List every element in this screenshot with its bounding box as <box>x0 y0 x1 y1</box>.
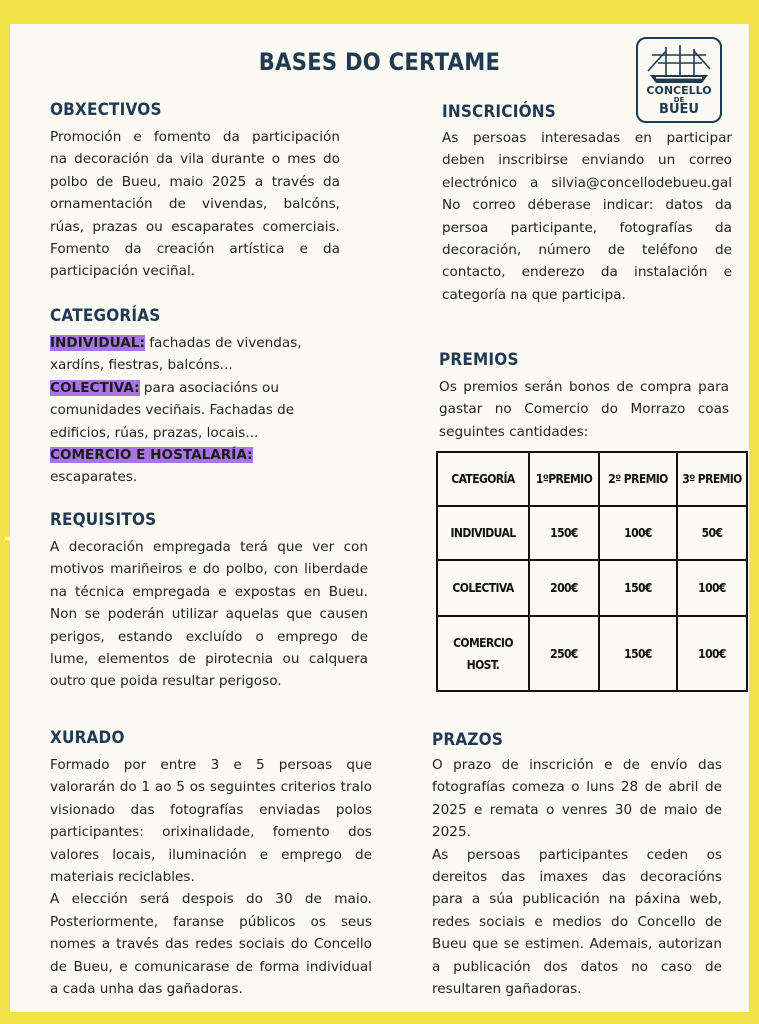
text-line: Fomento da creación artística e da <box>50 241 340 258</box>
logo-text-bueu: BUEU <box>659 102 699 117</box>
text-line: outro que poida resultar perigoso. <box>50 673 282 690</box>
text-line: A elección será despois do 30 de maio. <box>50 891 372 908</box>
edge-mark <box>5 537 11 540</box>
text-line: Bueu que se estimen. Ademais, autorizan <box>432 936 722 953</box>
concello-bueu-logo <box>636 37 722 123</box>
text-line: participantes: orixinalidade, fomento dos <box>50 824 372 841</box>
section-text-obxectivos <box>50 126 340 283</box>
text-line: edificios, rúas, prazas, locais... <box>50 424 259 441</box>
text-fragment: fachadas de vivendas, <box>144 335 302 351</box>
section-text-requisitos <box>50 536 368 693</box>
logo-text-de: DE <box>673 96 685 104</box>
text-line: visionado das fotografías enviadas polos <box>50 801 372 818</box>
table-cell: 100€ <box>677 560 747 616</box>
text-line: persoa participante, fotografías da <box>442 219 732 236</box>
table-cell: 100€ <box>677 616 747 691</box>
table-cell: INDIVIDUAL <box>437 506 529 560</box>
table-header-cell: 1ºPREMIO <box>529 452 599 506</box>
text-line: categoría na que participa. <box>442 286 626 303</box>
text-line: As persoas interesadas en participar <box>442 130 732 146</box>
text-line: As persoas participantes ceden os <box>432 846 722 863</box>
ship-icon <box>644 43 714 87</box>
table-cell: 150€ <box>599 616 677 691</box>
text-line: Os premios serán bonos de compra para <box>439 379 729 395</box>
text-line: xardíns, fiestras, balcóns... <box>50 357 233 374</box>
text-line: resultaren gañadoras. <box>432 981 582 998</box>
section-heading-categorias: CATEGORÍAS <box>50 306 161 326</box>
table-header-row <box>437 452 747 506</box>
category-label-colectiva: COLECTIVA: <box>50 379 140 396</box>
section-heading-obxectivos: OBXECTIVOS <box>50 100 162 120</box>
section-text-inscricions <box>442 127 732 306</box>
text-line: a publicación dos datos no caso de <box>432 958 722 975</box>
table-cell: 50€ <box>677 506 747 560</box>
text-line: seguintes cantidades: <box>439 423 589 440</box>
text-line: perigos, estando excluído o emprego de <box>50 628 368 645</box>
category-label-individual: INDIVIDUAL: <box>50 335 145 351</box>
text-line: ornamentación de vivendas, balcóns, <box>50 196 340 213</box>
text-line: valorarán do 1 ao 5 os seguintes criterios tralo <box>50 779 372 796</box>
text-line: escaparates. <box>50 469 138 486</box>
text-fragment: para asociacións ou <box>139 379 279 396</box>
table-cell: COLECTIVA <box>437 560 529 616</box>
table-cell: 200€ <box>529 560 599 616</box>
table-header-cell: CATEGORÍA <box>437 452 529 506</box>
text-line: comunidades veciñais. Fachadas de <box>50 402 295 419</box>
text-line: contacto, enderezo da instalación e <box>442 264 732 281</box>
text-line: para a súa publicación na páxina web, <box>432 891 722 908</box>
text-line: polbo de Bueu, maio 2025 a través da <box>50 173 340 190</box>
text-line: 2025. <box>432 824 471 841</box>
text-line: de Bueu, e comunicarase de forma individual <box>50 958 372 975</box>
text-line: deben inscribirse enviando un correo <box>442 152 732 169</box>
page-title: BASES DO CERTAME <box>258 48 501 76</box>
text-line: na técnica empregada e expostas en Bueu. <box>50 583 368 600</box>
text-line: valores locais, iluminación e emprego de <box>50 846 372 863</box>
table-row <box>437 506 747 560</box>
text-line: No correo déberase indicar: datos da <box>442 197 732 214</box>
table-row <box>437 560 747 616</box>
table-cell: 250€ <box>529 616 599 691</box>
text-line: A decoración empregada terá que ver con <box>50 539 368 555</box>
table-cell: COMERCIO HOST. <box>437 616 529 691</box>
text-line: dereitos das imaxes das decoracións <box>432 869 722 886</box>
table-cell: 150€ <box>529 506 599 560</box>
section-text-categorias <box>50 332 350 489</box>
email-line: electrónico a silvia@concellodebueu.gal <box>442 174 732 191</box>
table-header-cell: 2º PREMIO <box>599 452 677 506</box>
text-line: fotografías comeza o luns 28 de abril de <box>432 779 722 796</box>
category-individual <box>50 332 350 354</box>
category-label-comercio: COMERCIO E HOSTALARÍA: <box>50 447 253 464</box>
logo-text-concello: CONCELLO <box>646 84 712 97</box>
section-text-prazos <box>432 754 722 1000</box>
prizes-table <box>436 451 748 692</box>
table-cell: 150€ <box>599 560 677 616</box>
text-line: motivos mariñeiros e do polbo, con liberdade <box>50 561 368 578</box>
section-text-xurado <box>50 754 372 1000</box>
text-line: gastar no Comercio do Morrazo coas <box>439 401 729 418</box>
text-line: Promoción e fomento da participación <box>50 129 340 145</box>
text-line: redes sociais e medios do Concello de <box>432 913 722 930</box>
text-line: nomes a través das redes sociais do Concello <box>50 936 372 953</box>
text-line: rúas, prazas ou escaparates comerciais. <box>50 218 340 235</box>
text-line: materiais reciclables. <box>50 869 195 886</box>
table-header-cell: 3º PREMIO <box>677 452 747 506</box>
section-heading-xurado: XURADO <box>50 728 125 748</box>
text-line: participación veciñal. <box>50 263 196 280</box>
table-cell: 100€ <box>599 506 677 560</box>
text-line: na decoración da vila durante o mes do <box>50 151 340 168</box>
section-heading-inscricions: INSCRICIÓNS <box>442 102 556 122</box>
text-line: O prazo de inscrición e de envío das <box>432 757 722 773</box>
table-row <box>437 616 747 691</box>
text-line: decoración, número de teléfono de <box>442 242 732 259</box>
text-line: 2025 e remata o venres 30 de maio de <box>432 801 722 818</box>
section-text-premios <box>439 376 729 443</box>
text-line: a cada unha das gañadoras. <box>50 981 243 998</box>
section-heading-premios: PREMIOS <box>439 350 519 370</box>
category-colectiva <box>50 377 350 399</box>
category-comercio <box>50 444 350 466</box>
text-line: Posteriormente, faranse públicos os seus <box>50 913 372 930</box>
section-heading-prazos: PRAZOS <box>432 730 504 750</box>
text-line: lume, elementos de pirotecnia ou calquera <box>50 651 368 668</box>
section-heading-requisitos: REQUISITOS <box>50 510 157 530</box>
text-line: Formado por entre 3 e 5 persoas que <box>50 757 372 773</box>
text-line: Non se poderán utilizar aquelas que causen <box>50 606 368 623</box>
